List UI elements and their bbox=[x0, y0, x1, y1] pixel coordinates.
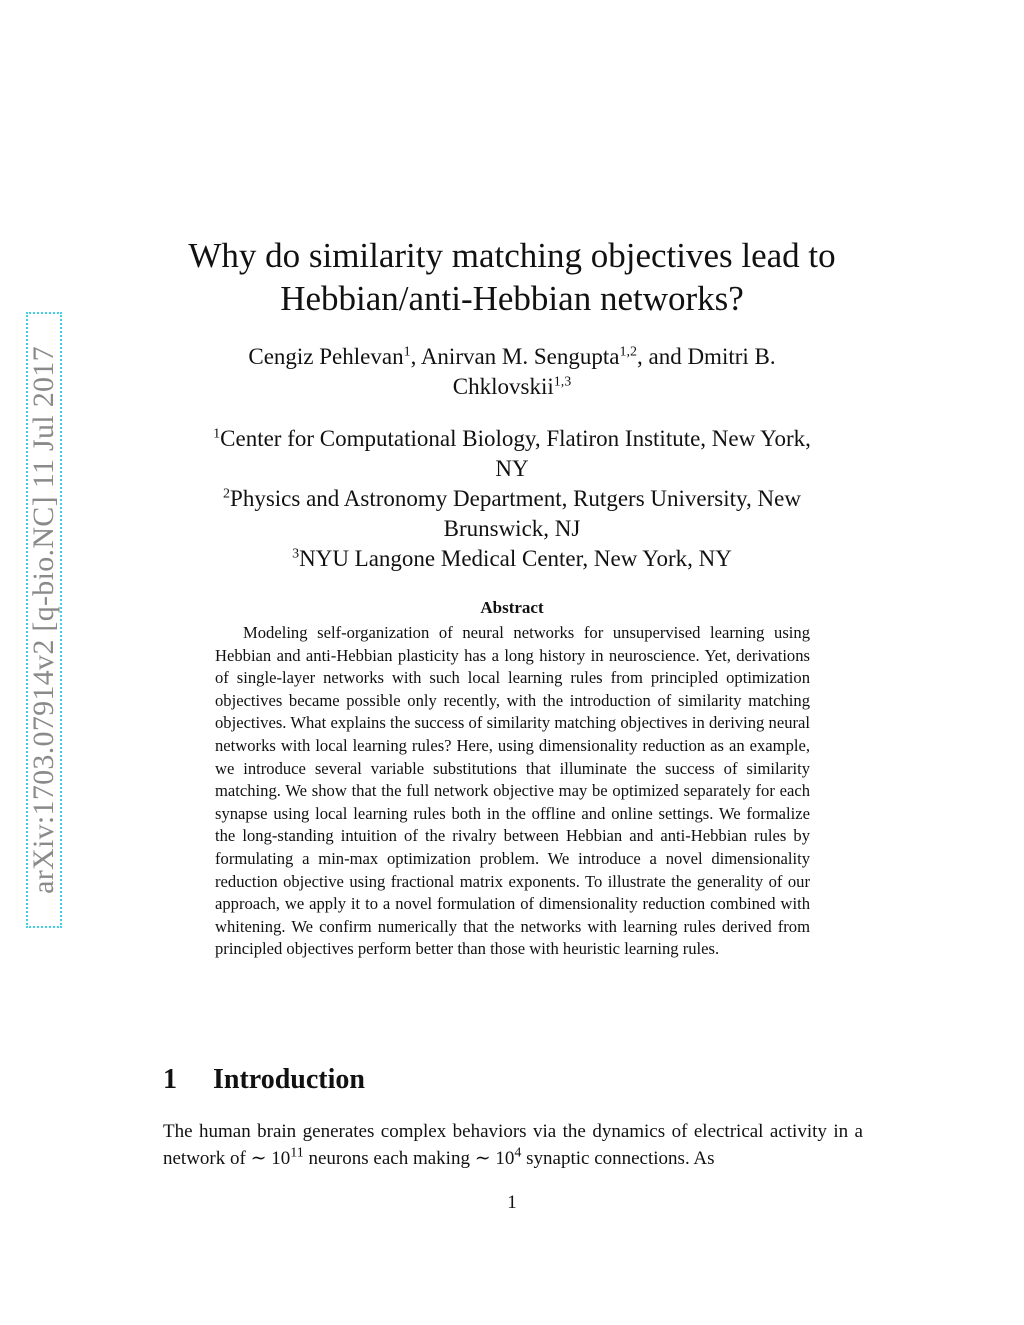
intro-text: neurons each making ∼ 10 bbox=[303, 1148, 515, 1169]
affiliation-text: Brunswick, NJ bbox=[443, 516, 581, 541]
affiliation-text: Physics and Astronomy Department, Rutgers University, New bbox=[230, 486, 801, 511]
title-line-2: Hebbian/anti-Hebbian networks? bbox=[280, 279, 744, 318]
arxiv-identifier-text: arXiv:1703.07914v2 [q-bio.NC] 11 Jul 2017 bbox=[27, 346, 61, 894]
affiliation-2 bbox=[160, 484, 864, 544]
author-affil-mark: 1 bbox=[403, 344, 411, 360]
affiliation-text: NY bbox=[495, 456, 529, 481]
affiliation-3 bbox=[160, 544, 864, 574]
author-affil-mark: 1,3 bbox=[553, 374, 572, 390]
section-number: 1 bbox=[163, 1064, 177, 1095]
author-name: Anirvan M. Sengupta bbox=[420, 344, 620, 369]
exponent: 4 bbox=[514, 1145, 522, 1161]
abstract-heading: Abstract bbox=[480, 598, 544, 617]
section-title: Introduction bbox=[213, 1064, 365, 1095]
author-name: Chklovskii bbox=[452, 374, 554, 399]
affiliation-mark: 3 bbox=[292, 546, 300, 562]
title-line-1: Why do similarity matching objectives lead to bbox=[188, 236, 836, 275]
author-list: Cengiz Pehlevan$^1$, Anirvan M. Sengupta$^{1,2}$, and Dmitri B. Chklovskii$^{1,3}$ bbox=[248, 344, 776, 399]
paper-title bbox=[160, 234, 864, 320]
affiliation-list bbox=[160, 424, 864, 574]
affiliation-1 bbox=[160, 424, 864, 484]
abstract-text: Modeling self-organization of neural networks for unsupervised learning using Hebbian and anti-Hebbian plasticity has a long history in neuroscience. Yet, derivations of single-layer networks with such local learning rules from principled optimization objectives became possible only recently, with the introduction of similarity matching objectives. What explains the success of similarity matching objectives in deriving neural networks with local learning rules? Here, using dimensionality reduction as an example, we introduce several variable substitutions that illuminate the success of similarity matching. We show that the full network objective may be optimized separately for each synapse using local learning rules both in the offline and online settings. We formalize the long-standing intuition of the rivalry between Hebbian and anti-Hebbian rules by formulating a min-max optimization problem. We introduce a novel dimensionality reduction objective using fractional matrix exponents. To illustrate the generality of our approach, we apply it to a novel formulation of dimensionality reduction combined with whitening. We confirm numerically that the networks with learning rules derived from principled objectives perform better than those with heuristic learning rules. bbox=[215, 623, 810, 959]
affiliation-mark: 2 bbox=[223, 486, 231, 502]
affiliation-mark: 1 bbox=[213, 426, 221, 442]
page-number: 1 bbox=[507, 1192, 517, 1213]
author-name: and Dmitri B. bbox=[648, 344, 776, 369]
arxiv-identifier-stamp[interactable] bbox=[26, 312, 62, 928]
intro-paragraph bbox=[163, 1118, 863, 1172]
section-heading bbox=[163, 1064, 365, 1096]
author-affil-mark: 1,2 bbox=[619, 344, 637, 360]
author-name: Cengiz Pehlevan bbox=[248, 344, 404, 369]
affiliation-text: NYU Langone Medical Center, New York, NY bbox=[299, 546, 732, 571]
affiliation-text: Center for Computational Biology, Flatiron Institute, New York, bbox=[220, 426, 811, 451]
exponent: 11 bbox=[290, 1145, 304, 1161]
intro-text: The human brain generates complex behaviors via the dynamics of electrical activity in a network of ∼ 10 bbox=[163, 1121, 863, 1169]
intro-text: synaptic connections. As bbox=[521, 1148, 715, 1169]
